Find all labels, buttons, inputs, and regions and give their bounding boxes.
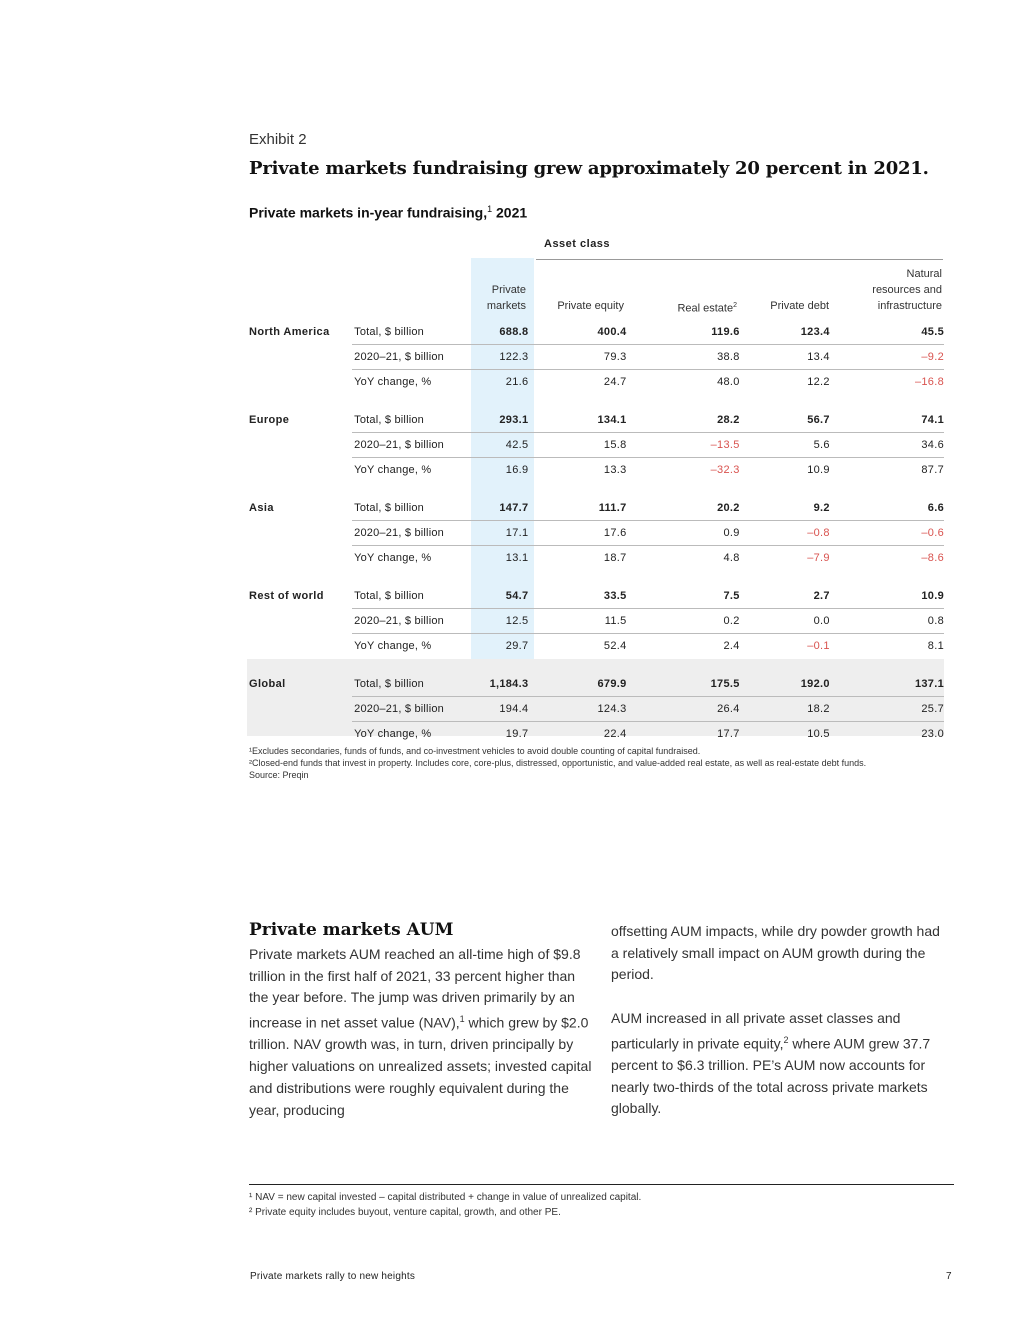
table-row: [247, 722, 944, 747]
value-real-estate: 28.2: [627, 408, 740, 433]
metric-label: Total, $ billion: [352, 408, 473, 433]
value-private-equity: 24.7: [603, 376, 627, 388]
region-label: [247, 433, 352, 458]
page-note-2: ² Private equity includes buyout, venture capital, growth, and other PE.: [249, 1207, 561, 1218]
value-natural-resources: 25.7: [830, 697, 944, 722]
value-private-equity: 17.6: [536, 521, 626, 546]
table-row: [247, 697, 944, 722]
value-natural-resources: 6.6: [830, 496, 944, 521]
value-private-markets: 122.3: [473, 345, 536, 370]
footnote-2: ²Closed-end funds that invest in property. Includes core, core-plus, distressed, opportunistic, and value-added real estate, as well as real-estate debt funds.: [249, 758, 867, 768]
region-label: North America: [249, 326, 330, 339]
value-private-markets: 16.9: [505, 464, 529, 476]
article-paragraph: [249, 944, 594, 1121]
value-private-equity: 11.5: [536, 609, 626, 634]
table-footnotes: [249, 745, 866, 781]
value-real-estate: 38.8: [627, 345, 740, 370]
table-row: [247, 634, 944, 659]
region-label: [247, 458, 352, 483]
value-private-markets: 29.7: [505, 640, 529, 652]
value-private-equity: 124.3: [536, 697, 626, 722]
table-row: [247, 521, 944, 546]
value-private-debt: 0.0: [740, 609, 830, 634]
footer-publication-title: Private markets rally to new heights: [250, 1271, 416, 1282]
value-real-estate: 4.8: [723, 552, 740, 564]
notes-divider: [249, 1184, 954, 1185]
value-real-estate: 2.4: [723, 640, 740, 652]
value-real-estate: –32.3: [710, 464, 740, 476]
region-label: Rest of world: [249, 590, 324, 603]
table-row: [247, 672, 944, 697]
fundraising-table-body: [247, 320, 944, 746]
table-spacer-row: [247, 482, 944, 496]
table-row: [247, 408, 944, 433]
table-row: [247, 345, 944, 370]
metric-label: YoY change, %: [354, 640, 432, 652]
source-note: Source: Preqin: [249, 770, 309, 780]
value-private-debt: –0.8: [740, 521, 830, 546]
footnote-ref: 2: [783, 1034, 789, 1045]
page-note-1: ¹ NAV = new capital invested – capital distributed + change in value of unrealized capital.: [249, 1192, 642, 1203]
exhibit-title: Private markets fundraising grew approximately 20 percent in 2021.: [249, 158, 929, 179]
table-row: [247, 496, 944, 521]
asset-class-rule: [536, 259, 943, 260]
value-private-debt: 123.4: [740, 320, 830, 345]
value-private-debt: 10.5: [807, 728, 830, 740]
table-row: [247, 609, 944, 634]
region-label: [247, 634, 352, 659]
spacer-cell: [247, 394, 944, 408]
value-private-markets: 147.7: [473, 496, 536, 521]
metric-label: 2020–21, $ billion: [352, 697, 473, 722]
metric-label: Total, $ billion: [352, 584, 473, 609]
value-private-equity: 15.8: [536, 433, 626, 458]
metric-label: YoY change, %: [354, 552, 432, 564]
metric-label: Total, $ billion: [352, 320, 473, 345]
value-private-markets: 293.1: [473, 408, 536, 433]
value-private-equity: 22.4: [603, 728, 627, 740]
column-header-text: Real estate: [677, 302, 734, 315]
value-private-debt: 9.2: [740, 496, 830, 521]
value-real-estate: 20.2: [627, 496, 740, 521]
value-private-debt: 56.7: [740, 408, 830, 433]
value-private-equity: 400.4: [536, 320, 626, 345]
value-private-debt: 13.4: [740, 345, 830, 370]
value-private-markets: 13.1: [505, 552, 529, 564]
region-label: Global: [249, 678, 286, 691]
region-label: Europe: [249, 414, 290, 427]
value-natural-resources: 10.9: [830, 584, 944, 609]
paragraph-text: which grew by $2.0 trillion. NAV growth was, in turn, driven principally by higher valuations on unrealized assets; invested capital and distributions were roughly equivalent during the year, producing: [249, 1014, 592, 1118]
region-label: [247, 345, 352, 370]
value-private-equity: 111.7: [536, 496, 626, 521]
value-private-markets: 17.1: [473, 521, 536, 546]
column-header-private-markets: [471, 282, 526, 314]
value-private-debt: –0.1: [807, 640, 830, 652]
table-row: [247, 584, 944, 609]
value-natural-resources: –0.6: [830, 521, 944, 546]
value-private-debt: 12.2: [807, 376, 830, 388]
metric-label: 2020–21, $ billion: [352, 521, 473, 546]
article-paragraph: [611, 1008, 951, 1120]
value-natural-resources: 74.1: [830, 408, 944, 433]
metric-label: Total, $ billion: [352, 496, 473, 521]
table-row: [247, 370, 944, 395]
footnote-ref: 1: [459, 1014, 465, 1025]
region-label: [247, 697, 352, 722]
metric-label: 2020–21, $ billion: [352, 609, 473, 634]
value-private-debt: –7.9: [807, 552, 830, 564]
metric-label: YoY change, %: [354, 464, 432, 476]
column-header-line: resources and: [872, 284, 942, 296]
value-real-estate: 119.6: [627, 320, 740, 345]
value-real-estate: 0.2: [627, 609, 740, 634]
value-natural-resources: 34.6: [830, 433, 944, 458]
value-private-markets: 194.4: [473, 697, 536, 722]
column-header-real-estate: [624, 298, 737, 317]
region-label: [247, 609, 352, 634]
value-natural-resources: 45.5: [830, 320, 944, 345]
metric-label: 2020–21, $ billion: [352, 345, 473, 370]
value-private-markets: 19.7: [505, 728, 529, 740]
paragraph-text: AUM increased in all private asset classes and particularly in private equity,: [611, 1009, 901, 1052]
column-header-natural-resources: [829, 266, 942, 314]
article-column-right: [611, 921, 951, 1120]
footnote-ref: 2: [733, 302, 737, 309]
value-private-markets: 54.7: [473, 584, 536, 609]
value-real-estate: 17.7: [717, 728, 740, 740]
value-private-markets: 688.8: [473, 320, 536, 345]
column-header-line: Private: [491, 284, 526, 296]
value-private-equity: 79.3: [536, 345, 626, 370]
table-title-footnote-ref: 1: [487, 204, 493, 214]
region-label: [247, 722, 352, 747]
table-row: [247, 433, 944, 458]
table-spacer-row: [247, 394, 944, 408]
value-private-equity: 18.7: [603, 552, 627, 564]
metric-label: YoY change, %: [354, 728, 432, 740]
value-real-estate: 0.9: [627, 521, 740, 546]
value-private-markets: 42.5: [473, 433, 536, 458]
article-column-left: [249, 944, 594, 1121]
value-private-equity: 13.3: [603, 464, 627, 476]
value-natural-resources: –8.6: [921, 552, 944, 564]
column-header-line: markets: [486, 300, 526, 312]
region-label: Asia: [249, 502, 274, 515]
table-spacer-row: [247, 658, 944, 672]
table-title-text: Private markets in-year fundraising,: [249, 204, 488, 221]
value-natural-resources: 137.1: [830, 672, 944, 697]
metric-label: Total, $ billion: [352, 672, 473, 697]
column-header-private-debt: Private debt: [770, 300, 829, 312]
value-natural-resources: –9.2: [830, 345, 944, 370]
value-private-debt: 10.9: [807, 464, 830, 476]
table-title-year: 2021: [492, 204, 528, 221]
paragraph-text: Private markets AUM reached an all-time high of $9.8 trillion in the first half of 2021, 33 percent higher than the year before. The jump was driven primarily by an increase in net asset value (NAV),: [249, 946, 581, 1031]
value-natural-resources: 0.8: [830, 609, 944, 634]
table-row: [247, 320, 944, 345]
column-header-private-equity: Private equity: [557, 300, 624, 312]
value-natural-resources: –16.8: [914, 376, 944, 388]
value-private-markets: 1,184.3: [473, 672, 536, 697]
value-private-equity: 33.5: [536, 584, 626, 609]
value-private-debt: 2.7: [740, 584, 830, 609]
region-label: [247, 546, 352, 571]
value-real-estate: –13.5: [627, 433, 740, 458]
spacer-cell: [247, 658, 944, 672]
value-real-estate: 48.0: [717, 376, 740, 388]
table-row: [247, 546, 944, 571]
value-private-debt: 192.0: [740, 672, 830, 697]
region-label: [247, 370, 352, 395]
value-private-debt: 5.6: [740, 433, 830, 458]
spacer-cell: [247, 482, 944, 496]
value-private-equity: 52.4: [603, 640, 627, 652]
value-private-markets: 12.5: [473, 609, 536, 634]
value-real-estate: 7.5: [627, 584, 740, 609]
article-paragraph: offsetting AUM impacts, while dry powder growth had a relatively small impact on AUM growth during the period.: [611, 923, 940, 983]
asset-class-header: Asset class: [544, 238, 611, 250]
value-real-estate: 26.4: [627, 697, 740, 722]
value-natural-resources: 87.7: [921, 464, 944, 476]
footnote-1: ¹Excludes secondaries, funds of funds, and co-investment vehicles to avoid double counting of capital fundraised.: [249, 746, 701, 756]
page-number: 7: [946, 1271, 952, 1282]
section-heading: Private markets AUM: [249, 920, 454, 940]
value-real-estate: 175.5: [627, 672, 740, 697]
value-private-markets: 21.6: [505, 376, 529, 388]
fundraising-table: [247, 320, 944, 746]
value-private-equity: 679.9: [536, 672, 626, 697]
value-natural-resources: 23.0: [921, 728, 944, 740]
metric-label: YoY change, %: [354, 376, 432, 388]
page-notes: [249, 1190, 641, 1220]
exhibit-label: Exhibit 2: [249, 131, 307, 148]
region-label: [247, 521, 352, 546]
table-title: [249, 204, 527, 221]
spacer-cell: [247, 570, 944, 584]
column-header-line: Natural: [906, 268, 942, 280]
metric-label: 2020–21, $ billion: [352, 433, 473, 458]
value-private-equity: 134.1: [536, 408, 626, 433]
value-natural-resources: 8.1: [927, 640, 944, 652]
value-private-debt: 18.2: [740, 697, 830, 722]
table-spacer-row: [247, 570, 944, 584]
paragraph-text: where AUM grew 37.7 percent to $6.3 trillion. PE’s AUM now accounts for nearly two-thirds of the total across private markets globally.: [611, 1035, 931, 1117]
column-header-line: infrastructure: [877, 300, 942, 312]
table-row: [247, 458, 944, 483]
